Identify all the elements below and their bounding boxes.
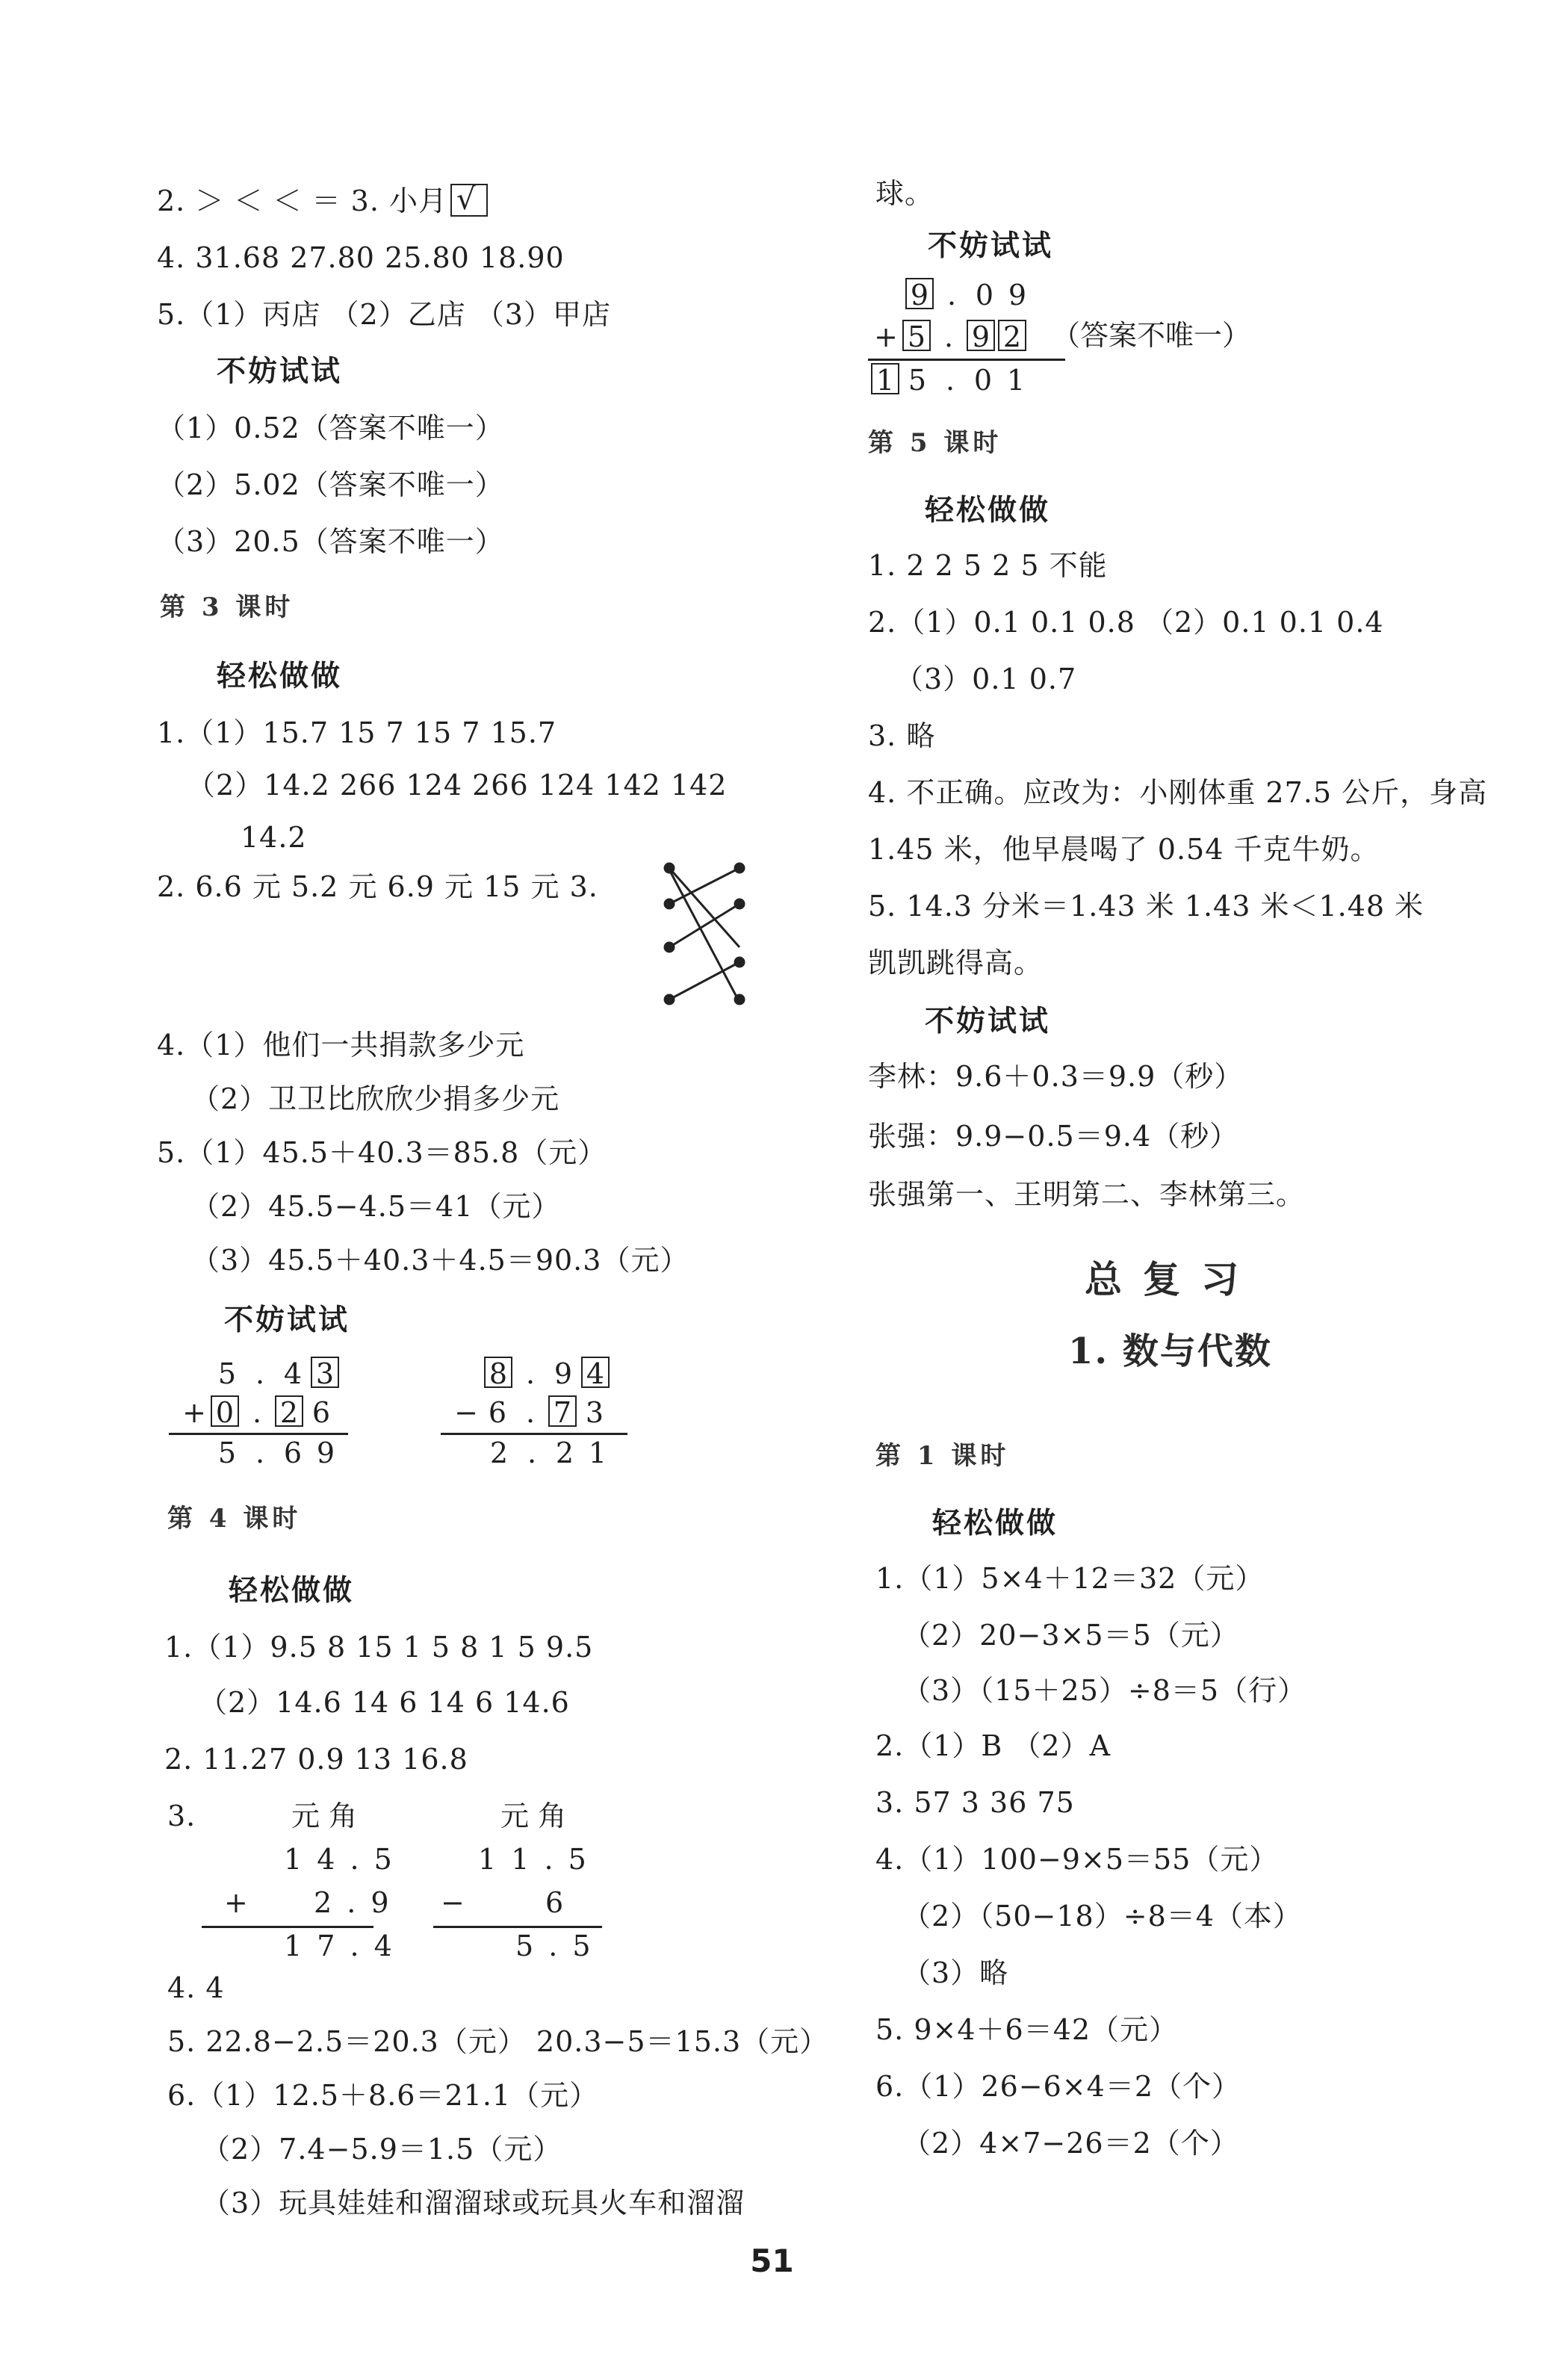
- review-subtitle: 1. 数与代数: [1068, 1330, 1272, 1372]
- vertical-addition-e: 9 . 0 9 + 5 . 9 2 （答案不唯一） 1 5 . 0 1: [868, 278, 1316, 405]
- unit-header: 元 角: [500, 1800, 567, 1832]
- answer-line: 球。: [875, 177, 934, 210]
- sum-line: [868, 359, 1065, 361]
- match-line: [669, 904, 740, 947]
- section-heading: 不妨试试: [925, 1004, 1051, 1038]
- answer-line: （3）（15＋25）÷8＝5（行）: [902, 1674, 1307, 1707]
- answer-line: （3）玩具娃娃和溜溜球或玩具火车和溜溜: [202, 2187, 745, 2219]
- dot: [665, 995, 674, 1004]
- answer-line: （2）卫卫比欣欣少捐多少元: [191, 1082, 560, 1115]
- answer-box: 9: [905, 278, 934, 309]
- answer-box: 7: [548, 1395, 577, 1427]
- answer-line: 4.（1）100−9×5＝55（元）: [875, 1843, 1279, 1876]
- answer-line: （3）0.1 0.7: [895, 663, 1077, 695]
- answer-box: 2: [998, 320, 1026, 351]
- lesson-heading: 第 3 课时: [160, 592, 294, 622]
- section-heading: 轻松做做: [932, 1506, 1058, 1540]
- answer-box: 0: [211, 1395, 239, 1427]
- answer-line: 4. 31.68 27.80 25.80 18.90: [157, 241, 565, 274]
- answer-line: 2. 11.27 0.9 13 16.8: [164, 1743, 468, 1776]
- lesson-heading: 第 4 课时: [167, 1504, 302, 1534]
- answer-line: 5. 14.3 分米＝1.43 米 1.43 米＜1.48 米: [868, 890, 1424, 923]
- unit-header: 元 角: [291, 1800, 358, 1832]
- answer-line: 3. 57 3 36 75: [875, 1786, 1075, 1819]
- answer-line: 1.45 米，他早晨喝了 0.54 千克牛奶。: [868, 833, 1380, 866]
- vertical-addition-a: 5 . 4 3 + 0 . 2 6 5 . 6 9: [166, 1357, 353, 1469]
- answer-line: （1）0.52（答案不唯一）: [157, 412, 504, 444]
- answer-line: 1. 2 2 5 2 5 不能: [868, 549, 1108, 582]
- review-title: 总复习: [1085, 1257, 1259, 1301]
- money-subtraction-d: 元 角 1 1 . 5 − 6 5 . 5: [433, 1799, 613, 1963]
- dot: [735, 995, 744, 1004]
- answer-line: 6.（1）26−6×4＝2（个）: [875, 2070, 1241, 2103]
- dot: [665, 899, 674, 908]
- dot: [735, 864, 744, 873]
- section-heading: 不妨试试: [224, 1303, 350, 1337]
- answer-line: 2.（1）0.1 0.1 0.8 （2）0.1 0.1 0.4: [868, 606, 1384, 639]
- lesson-heading: 第 5 课时: [868, 428, 1002, 458]
- difference-line: [433, 1926, 602, 1928]
- answer-line: （3）略: [902, 1956, 1009, 1989]
- answer-box: 9: [967, 320, 995, 351]
- section-heading: 不妨试试: [928, 229, 1054, 263]
- answer-line: （2）5.02（答案不唯一）: [157, 468, 504, 501]
- section-heading: 不妨试试: [217, 354, 343, 388]
- answer-box: 2: [275, 1395, 303, 1427]
- answer-line: 4.（1）他们一共捐款多少元: [157, 1029, 525, 1062]
- section-heading: 轻松做做: [925, 493, 1051, 527]
- answer-line: 4. 4: [167, 1971, 225, 2004]
- answer-line: 1.（1）15.7 15 7 15 7 15.7: [157, 716, 557, 749]
- answer-line: 5.（1）45.5＋40.3＝85.8（元）: [157, 1136, 607, 1169]
- answer-line: 6.（1）12.5＋8.6＝21.1（元）: [167, 2079, 599, 2112]
- answer-line: 1.（1）5×4＋12＝32（元）: [875, 1562, 1265, 1595]
- sum-line: [202, 1926, 373, 1928]
- dot: [735, 899, 744, 908]
- answer-line: 5.（1）丙店 （2）乙店 （3）甲店: [157, 298, 611, 331]
- sum-line: [169, 1433, 348, 1435]
- answer-line: 凯凯跳得高。: [868, 946, 1044, 979]
- answer-line: 2. 6.6 元 5.2 元 6.9 元 15 元 3.: [157, 870, 598, 903]
- dot: [665, 864, 674, 873]
- answer-line: 张强：9.9−0.5＝9.4（秒）: [868, 1120, 1239, 1153]
- answer-line: （3）45.5＋40.3＋4.5＝90.3（元）: [191, 1244, 689, 1277]
- difference-line: [441, 1433, 627, 1435]
- left-column: [157, 0, 859, 2286]
- answer-line: （2）（50−18）÷8＝4（本）: [902, 1900, 1302, 1933]
- answer-line: （2）14.2 266 124 266 124 142 142: [187, 769, 728, 802]
- answer-line: 2. ＞ ＜ ＜ ＝ 3. 小月 √: [157, 184, 488, 218]
- answer-box: 3: [311, 1357, 339, 1388]
- answer-box: 4: [581, 1357, 610, 1388]
- check-mark: √: [456, 182, 477, 217]
- right-column: [868, 0, 1544, 2286]
- answer-line: 2.（1）B （2）A: [875, 1729, 1112, 1762]
- vertical-subtraction-b: 8 . 9 4 − 6 . 7 3 2 . 2 1: [438, 1357, 632, 1469]
- answer-line: 14.2: [241, 821, 307, 854]
- dot: [735, 958, 744, 967]
- answer-line: （2）45.5−4.5＝41（元）: [191, 1190, 561, 1223]
- check-box: [450, 184, 488, 217]
- match-line: [669, 868, 740, 904]
- answer-line: 4. 不正确。应改为：小刚体重 27.5 公斤，身高: [868, 776, 1488, 809]
- lesson-heading: 第 1 课时: [875, 1441, 1010, 1471]
- answer-line: 3. 略: [868, 719, 936, 752]
- matching-lines-figure: [656, 858, 760, 1014]
- answer-line: 1.（1）9.5 8 15 1 5 8 1 5 9.5: [164, 1631, 594, 1664]
- answer-note: （答案不唯一）: [1052, 319, 1251, 352]
- section-heading: 轻松做做: [217, 659, 343, 693]
- answer-line: 3.: [167, 1800, 196, 1832]
- section-heading: 轻松做做: [229, 1573, 355, 1608]
- page-number: 51: [750, 2243, 794, 2279]
- answer-line: （2）14.6 14 6 14 6 14.6: [199, 1686, 570, 1719]
- answer-line: 李林：9.6＋0.3＝9.9（秒）: [868, 1060, 1244, 1093]
- answer-line: 5. 22.8−2.5＝20.3（元） 20.3−5＝15.3（元）: [167, 2025, 829, 2058]
- answer-box: 1: [871, 363, 899, 394]
- answer-line: 张强第一、王明第二、李林第三。: [868, 1178, 1306, 1211]
- answer-line: （3）20.5（答案不唯一）: [157, 525, 504, 558]
- answer-line: （2）4×7−26＝2（个）: [902, 2127, 1239, 2160]
- dot: [665, 943, 674, 952]
- answer-line: （2）20−3×5＝5（元）: [902, 1619, 1239, 1652]
- answer-line: 5. 9×4＋6＝42（元）: [875, 2013, 1179, 2046]
- money-addition-c: 元 角 1 4 . 5 + 2 . 9 1 7 . 4: [202, 1799, 381, 1963]
- answer-box: 5: [902, 320, 931, 351]
- answer-line: （2）7.4−5.9＝1.5（元）: [202, 2133, 562, 2166]
- answer-box: 8: [484, 1357, 512, 1388]
